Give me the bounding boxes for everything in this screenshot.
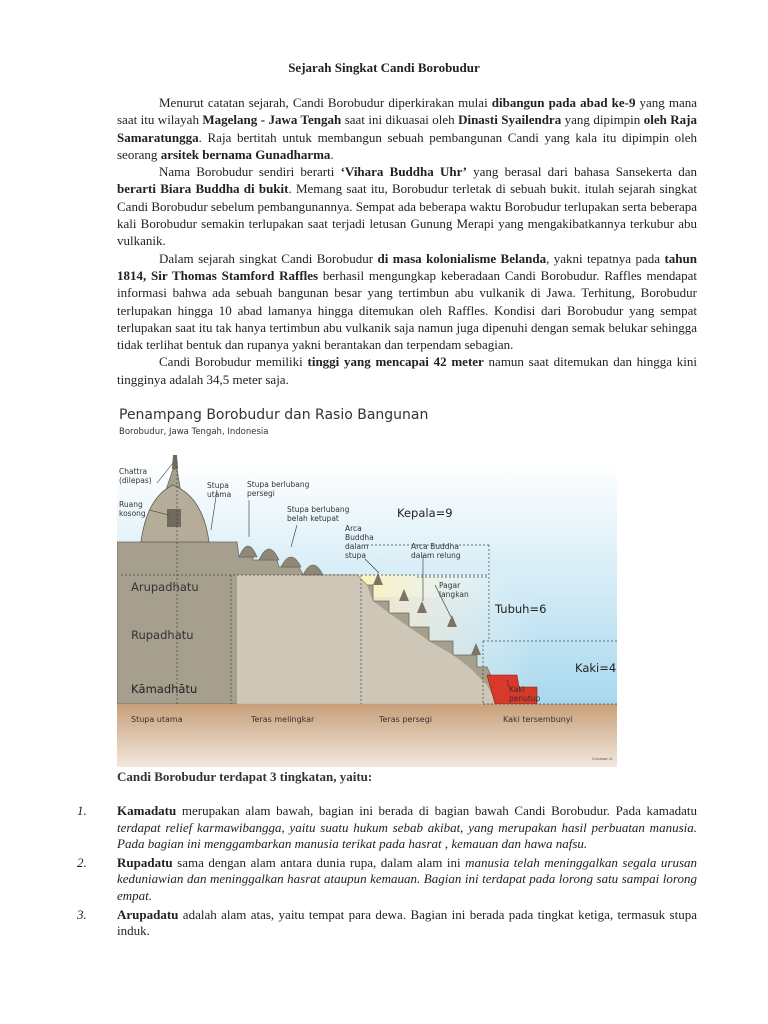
label-arca-stupa-3: dalam: [345, 542, 369, 551]
p3-text-a: Dalam sejarah singkat Candi Borobudur: [159, 250, 378, 266]
p3-bold-2: tahun 1814, Sir Thomas Stamford Raffles: [117, 250, 697, 283]
p2-text-a: Nama Borobudur sendiri berarti: [159, 164, 341, 180]
label-kamadhatu: Kāmadhātu: [131, 682, 198, 696]
p2-text-d: . Memang saat itu, Borobudur terletak di sebuah bukit. itulah sejarah singkat Candi Borobudur sebelum pembangunannya. Sempat ada beberapa waktu Borobudur terlupakan serta beberapa kali Borobudur semakin terlupakan saat terjadi letusan Gunung Merapi yang mengakibatkannya terkubur abu vulkanik.: [117, 181, 697, 249]
p1-text-e: yang dipimpin: [561, 112, 644, 128]
list-italic-text: terdapat relief karmawibangga, yaitu suatu hukum sebab akibat, yang merupakan hasil perbuatan manusia. Pada bagian ini menggambarkan manusia terikat pada hasrat , kemauan dan hawa nafsu.: [117, 819, 697, 852]
levels-list: [77, 803, 697, 942]
ground: [117, 704, 617, 767]
p4-text-c: namun saat ditemukan dan hingga kini tingginya adalah 34,5 meter saja.: [117, 354, 698, 387]
label-arca-relung-2: dalam relung: [411, 551, 461, 560]
paragraph-3: [117, 250, 697, 354]
list-text: merupakan alam bawah, bagian ini berada di bagian bawah Candi Borobudur. Pada kamadatu: [176, 803, 697, 818]
figure-subtitle: Borobudur, Jawa Tengah, Indonesia: [119, 427, 269, 437]
p1-text-d: saat ini dikuasai oleh: [341, 112, 459, 128]
list-item: [77, 855, 697, 905]
label-stupa-ketupat-2: belah ketupat: [287, 514, 339, 523]
p1-text-g: .: [330, 146, 334, 162]
label-stupa-ketupat-1: Stupa berlubang: [287, 505, 350, 514]
p2-text-c: yang berasal dari bahasa Sansekerta dan: [466, 164, 697, 180]
levels-subheading: Candi Borobudur terdapat 3 tingkatan, yaitu:: [117, 769, 373, 784]
label-kaki-penutup-2: penutup: [509, 694, 541, 703]
label-rupadhatu: Rupadhatu: [131, 628, 194, 642]
label-stupa-persegi-2: persegi: [247, 489, 275, 498]
p1-bold-3: Dinasti Syailendra: [458, 112, 562, 128]
label-arca-stupa-2: Buddha: [345, 533, 374, 542]
p1-text-a: Menurut catatan sejarah, Candi Borobudur diperkirakan mulai: [159, 95, 492, 110]
list-term: Arupadatu: [117, 906, 179, 922]
label-stupa-persegi-1: Stupa berlubang: [247, 480, 310, 489]
list-number: 3.: [77, 906, 87, 922]
cross-section-diagram: [117, 405, 617, 767]
figure-credit: Gunawan K.: [592, 757, 614, 761]
p4-text-a: Candi Borobudur memiliki: [159, 354, 308, 370]
paragraph-2: [117, 163, 697, 249]
label-arca-stupa-4: stupa: [345, 551, 366, 560]
p1-text-c: yang mana saat itu wilayah: [117, 95, 697, 128]
label-chattra: Chattra: [119, 467, 148, 476]
p2-bold-2: berarti Biara Buddha di bukit: [117, 181, 289, 197]
p1-bold-2: Magelang - Jawa Tengah: [202, 112, 342, 128]
label-kaki: Kaki=4: [575, 661, 617, 675]
list-item: [77, 907, 697, 940]
label-chattra-2: (dilepas): [119, 476, 152, 485]
p4-bold-1: tinggi yang mencapai 42 meter: [307, 354, 484, 370]
label-bottom-teras-melingkar: Teras melingkar: [251, 715, 315, 724]
label-arca-relung-1: Arca Buddha: [411, 542, 459, 551]
p3-text-d: berhasil mengungkap keberadaan Candi Borobudur. Raffles mendapat informasi bahwa ada sebuah bangunan besar yang tertimbun abu vulkanik di Jawa. Terhitung, Borobudur terlupakan hingga 10 abad lamanya hingga ditemukan oleh Raffles. Kondisi dari Borobudur yang sempat terlupakan saat itu tak hanya tertimbun abu vulkanik saja namun juga dipenuhi dengan semak belukar sehingga tidak terlihat bentuk dan rupanya yakni berantakan dan terpendam sebagian.: [117, 267, 697, 353]
main-stupa-chamber: [167, 509, 181, 527]
label-kosong: kosong: [119, 509, 146, 518]
label-kaki-penutup-1: Kaki: [509, 685, 525, 694]
label-arupadhatu: Arupadhatu: [131, 580, 199, 594]
p1-bold-5: arsitek bernama Gunadharma: [160, 146, 331, 162]
list-number: 2.: [77, 854, 87, 870]
p3-text-c: , yakni tepatnya pada: [546, 250, 665, 266]
p1-bold-4: oleh Raja Samaratungga: [117, 112, 697, 145]
label-kepala: Kepala=9: [397, 506, 453, 520]
figure-title: Penampang Borobudur dan Rasio Bangunan: [119, 407, 429, 423]
label-bottom-teras-persegi: Teras persegi: [379, 715, 433, 724]
paragraph-1: [117, 94, 697, 163]
list-term: Kamadatu: [117, 803, 177, 818]
label-pagar-1: Pagar: [439, 581, 461, 590]
label-bottom-kaki-tersembunyi: Kaki tersembunyi: [503, 715, 573, 724]
p1-bold-1: dibangun pada abad ke-9: [491, 95, 636, 110]
label-ruang: Ruang: [119, 500, 143, 509]
label-arca-stupa-1: Arca: [345, 524, 362, 533]
label-stupa-utama-2: utama: [207, 490, 232, 499]
list-number: 1.: [77, 803, 87, 818]
list-italic-text: manusia telah meninggalkan segala urusan keduniawian dan meninggalkan hasrat ataupun kemauan. Bagian ini terdapat pada lorong satu sampai lorong empat.: [117, 854, 698, 903]
label-stupa-utama-1: Stupa: [207, 481, 229, 490]
list-term: Rupadatu: [117, 854, 173, 870]
list-text: sama dengan alam antara dunia rupa, dalam alam ini: [172, 854, 466, 870]
p2-bold-1: ‘Vihara Buddha Uhr’: [340, 164, 467, 180]
document-title: Sejarah Singkat Candi Borobudur: [288, 60, 480, 75]
p3-bold-1: di masa kolonialisme Belanda: [377, 250, 547, 266]
label-bottom-stupa-utama: Stupa utama: [131, 715, 183, 724]
body-text: [117, 94, 697, 388]
label-tubuh: Tubuh=6: [495, 602, 547, 616]
paragraph-4: [117, 353, 697, 388]
label-pagar-2: langkan: [439, 590, 469, 599]
p1-text-f: . Raja bertitah untuk membangun sebuah pembangunan Candi yang kala itu dipimpin oleh seorang: [117, 129, 697, 162]
list-text: adalah alam atas, yaitu tempat para dewa. Bagian ini berada pada tingkat ketiga, termasuk stupa induk.: [117, 906, 697, 939]
borobudur-cross-section-figure: [117, 405, 617, 767]
list-item: [77, 803, 697, 853]
